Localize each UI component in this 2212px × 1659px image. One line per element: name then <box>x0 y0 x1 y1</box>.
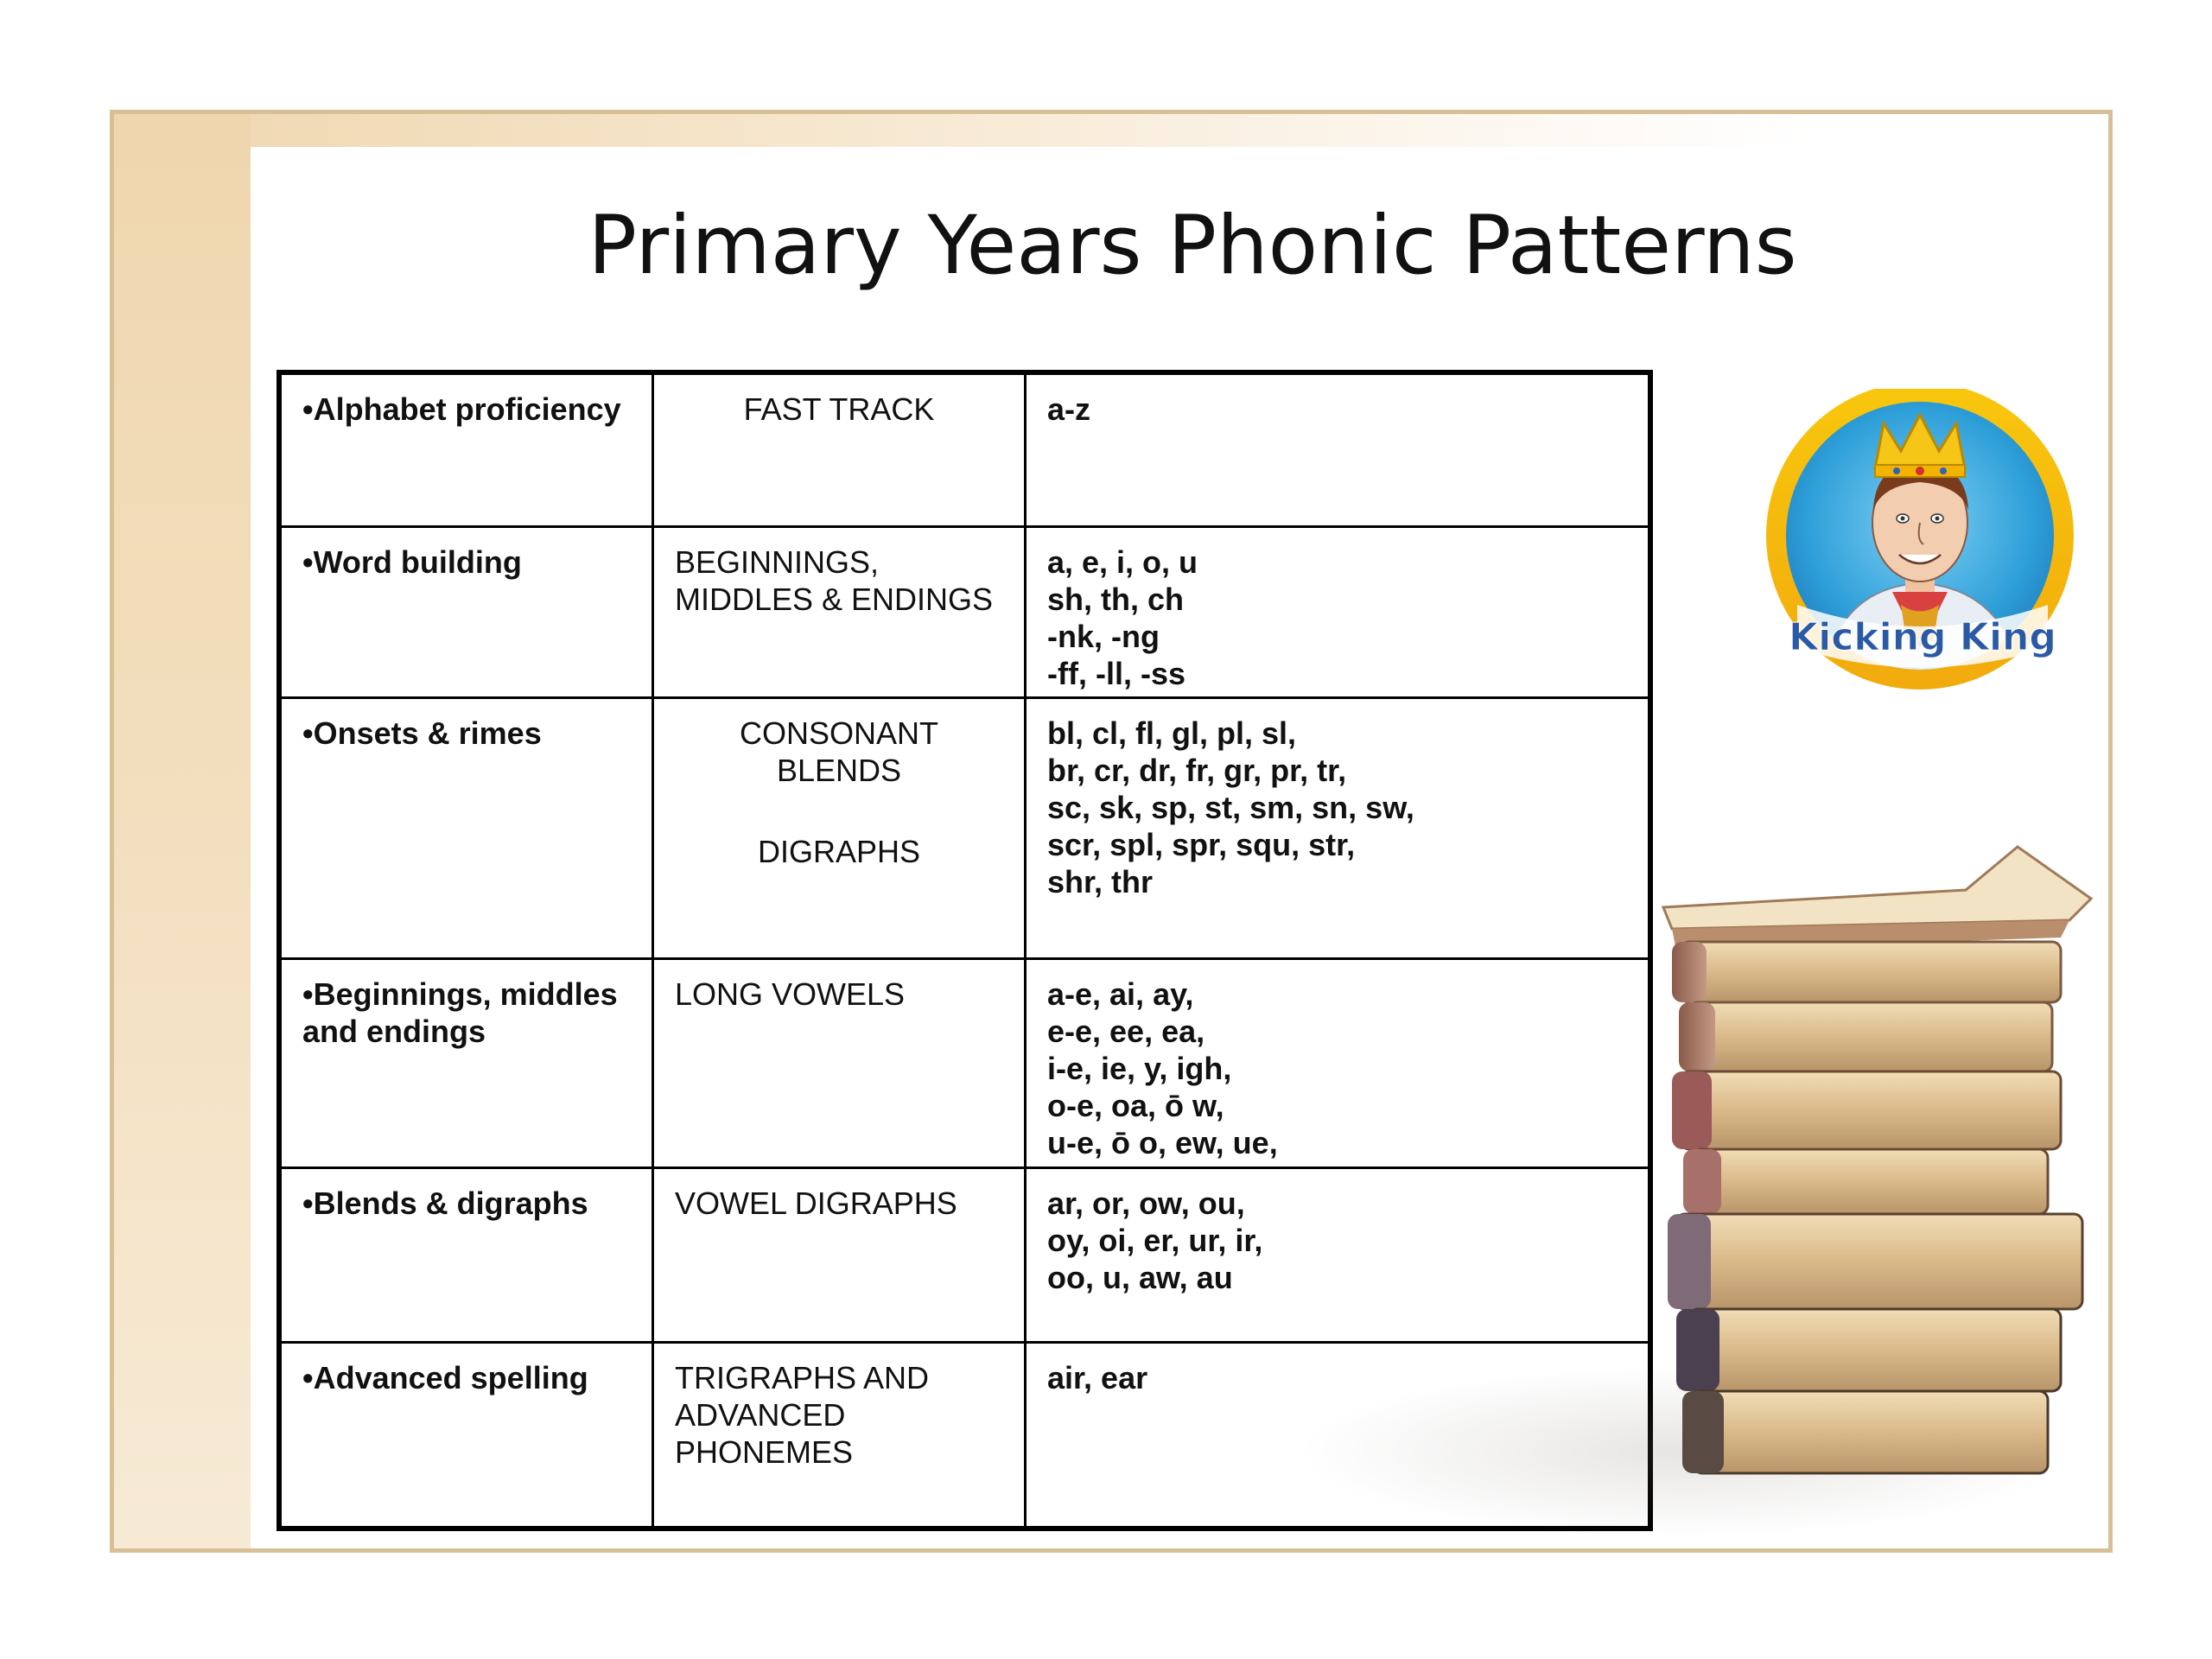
focus-cell <box>653 697 1026 958</box>
logo-text: Kicking King <box>1789 615 2056 659</box>
pattern-line: u-e, ō o, ew, ue, <box>1047 1124 1278 1160</box>
focus-label: VOWEL DIGRAPHS <box>675 1185 957 1221</box>
frame-top-band <box>114 114 2108 147</box>
pattern-line: -nk, -ng <box>1047 618 1160 654</box>
stage-cell <box>279 526 653 697</box>
table-row <box>279 1167 1650 1342</box>
stage-label: •Beginnings, middles <box>302 976 618 1012</box>
pattern-line: scr, spl, spr, squ, str, <box>1047 826 1356 862</box>
stage-cell <box>279 1342 653 1529</box>
focus-label: MIDDLES & ENDINGS <box>675 581 994 617</box>
stage-label: and endings <box>302 1013 486 1049</box>
pattern-line: -ff, -ll, -ss <box>1047 655 1185 691</box>
pattern-line: oy, oi, er, ur, ir, <box>1047 1222 1263 1258</box>
kicking-king-logo <box>1763 389 2082 700</box>
focus-label: DIGRAPHS <box>757 833 921 869</box>
pattern-line: br, cr, dr, fr, gr, pr, tr, <box>1047 752 1347 788</box>
phonics-table <box>276 370 1653 1531</box>
table-row <box>279 526 1650 697</box>
focus-cell <box>653 372 1026 526</box>
patterns-cell <box>1026 697 1651 958</box>
stage-cell <box>279 697 653 958</box>
pattern-line: sh, th, ch <box>1047 581 1185 617</box>
book-stack-icon <box>1655 830 2104 1486</box>
pattern-line: a, e, i, o, u <box>1047 543 1198 580</box>
table-row <box>279 372 1650 526</box>
focus-label: FAST TRACK <box>743 391 935 427</box>
patterns-cell <box>1026 372 1651 526</box>
focus-label: ADVANCED <box>675 1396 846 1433</box>
pattern-line: sc, sk, sp, st, sm, sn, sw, <box>1047 789 1414 825</box>
focus-label: BLENDS <box>776 752 902 788</box>
focus-label: CONSONANT <box>739 715 938 751</box>
patterns-cell <box>1026 1167 1651 1342</box>
pattern-line: a-z <box>1047 391 1091 427</box>
focus-cell <box>653 1167 1026 1342</box>
crowned-king-icon <box>1763 389 2082 700</box>
frame-left-band <box>114 114 251 1548</box>
pattern-line: air, ear <box>1047 1359 1148 1395</box>
pattern-line: a-e, ai, ay, <box>1047 976 1194 1012</box>
stage-cell <box>279 1167 653 1342</box>
pattern-line: shr, thr <box>1047 863 1154 899</box>
patterns-cell <box>1026 526 1651 697</box>
pattern-line: e-e, ee, ea, <box>1047 1013 1205 1049</box>
focus-label: TRIGRAPHS AND <box>675 1359 930 1395</box>
focus-label: PHONEMES <box>675 1433 854 1470</box>
focus-label: BEGINNINGS, <box>675 543 880 580</box>
table-row <box>279 697 1650 958</box>
stage-label: •Blends & digraphs <box>302 1185 588 1221</box>
stage-label: •Advanced spelling <box>302 1359 588 1395</box>
pattern-line: o-e, oa, ō w, <box>1047 1087 1224 1123</box>
patterns-cell <box>1026 958 1651 1167</box>
pattern-line: bl, cl, fl, gl, pl, sl, <box>1047 715 1297 751</box>
stage-cell <box>279 958 653 1167</box>
stage-label: •Onsets & rimes <box>302 715 542 751</box>
pattern-line: i-e, ie, y, igh, <box>1047 1050 1232 1086</box>
focus-cell <box>653 1342 1026 1529</box>
title-container <box>449 199 1936 293</box>
focus-cell <box>653 526 1026 697</box>
focus-cell <box>653 958 1026 1167</box>
pattern-line: ar, or, ow, ou, <box>1047 1185 1245 1221</box>
focus-label: LONG VOWELS <box>675 976 906 1012</box>
pattern-line: oo, u, aw, au <box>1047 1259 1233 1295</box>
stage-label: •Alphabet proficiency <box>302 391 621 427</box>
slide-title: Primary Years Phonic Patterns <box>588 199 1797 293</box>
stage-cell <box>279 372 653 526</box>
stage-label: •Word building <box>302 543 522 580</box>
table-row <box>279 958 1650 1167</box>
